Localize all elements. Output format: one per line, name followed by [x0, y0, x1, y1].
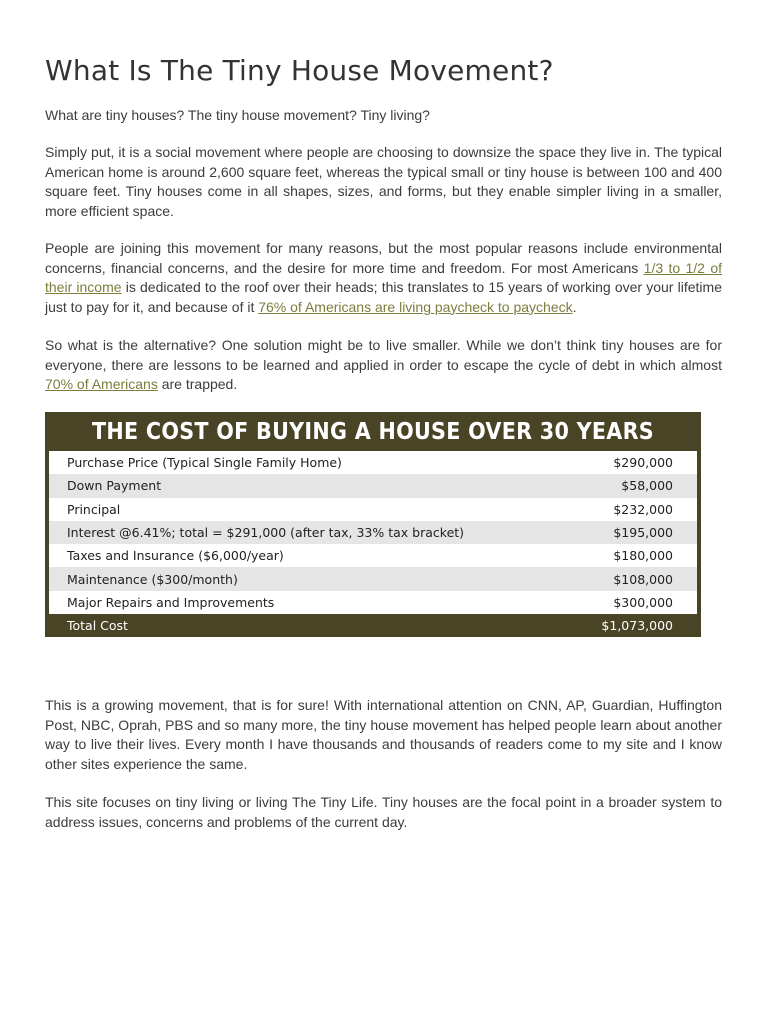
- cost-item-label: Principal: [67, 501, 121, 517]
- house-cost-table: [45, 412, 701, 637]
- cost-item-amount: $300,000: [613, 594, 673, 610]
- reasons-text-start: People are joining this movement for many reasons, but the most popular reasons include environmental concerns, financial concerns, and the desire for more time and freedom. For most Americans: [45, 240, 722, 276]
- alternative-text-end: are trapped.: [157, 376, 238, 393]
- debt-statistic-link[interactable]: 70% of Americans: [45, 376, 158, 393]
- cost-item-amount: $232,000: [613, 501, 673, 517]
- reasons-text-middle: is dedicated to the roof over their heads; this translates to 15 years of working over your lifetime just to pay for it, and because of it: [45, 279, 722, 315]
- cost-table-rows: [49, 451, 697, 614]
- cost-item-label: Taxes and Insurance ($6,000/year): [67, 548, 284, 564]
- cost-item-label: Maintenance ($300/month): [67, 571, 238, 587]
- table-row: [49, 451, 697, 474]
- cost-table-title: THE COST OF BUYING A HOUSE OVER 30 YEARS: [92, 419, 654, 445]
- cost-item-label: Major Repairs and Improvements: [67, 594, 275, 610]
- site-focus-paragraph: This site focuses on tiny living or living The Tiny Life. Tiny houses are the focal point in a broader system to address issues, concerns and problems of the current day.: [45, 794, 722, 830]
- table-row: [49, 498, 697, 521]
- cost-item-amount: $290,000: [613, 455, 673, 471]
- paycheck-link[interactable]: 76% of Americans are living paycheck to paycheck: [258, 298, 573, 315]
- income-share-link[interactable]: 1/3 to 1/2 of their income: [45, 259, 722, 296]
- total-cost-label: Total Cost: [67, 618, 128, 633]
- reasons-text-end: .: [572, 298, 577, 315]
- cost-item-amount: $108,000: [613, 571, 673, 587]
- page-title: What Is The Tiny House Movement?: [45, 54, 554, 87]
- alternative-text-start: So what is the alternative? One solution might be to live smaller. While we don’t think tiny houses are for everyone, there are lessons to be learned and applied in order to escape the cycle of debt in which almost: [45, 337, 722, 373]
- definition-paragraph: Simply put, it is a social movement where people are choosing to downsize the space they live in. The typical American home is around 2,600 square feet, whereas the typical small or tiny house is between 100 and 400 square feet. Tiny houses come in all shapes, sizes, and forms, but they enable simpler living in a smaller, more efficient space.: [45, 144, 722, 219]
- table-row: [49, 474, 697, 497]
- cost-item-amount: $58,000: [621, 478, 673, 494]
- cost-item-label: Purchase Price (Typical Single Family Home): [67, 455, 342, 471]
- table-row: [49, 567, 697, 590]
- cost-table-total-row: [49, 614, 697, 637]
- cost-item-amount: $195,000: [613, 525, 673, 541]
- cost-item-label: Interest @6.41%; total = $291,000 (after tax, 33% tax bracket): [67, 525, 465, 541]
- alternative-paragraph: [45, 336, 722, 395]
- table-row: [49, 544, 697, 567]
- table-row: [49, 521, 697, 544]
- cost-item-label: Down Payment: [67, 478, 162, 494]
- reasons-paragraph: [45, 239, 722, 317]
- growth-paragraph: This is a growing movement, that is for sure! With international attention on CNN, AP, Guardian, Huffington Post, NBC, Oprah, PBS and so many more, the tiny house movement has helped people learn about another way to live their lives. Every month I have thousands and thousands of readers come to my site and I know other sites experience the same.: [45, 697, 722, 772]
- total-cost-amount: $1,073,000: [601, 618, 673, 633]
- table-row: [49, 591, 697, 614]
- intro-paragraph: What are tiny houses? The tiny house movement? Tiny living?: [45, 107, 430, 123]
- cost-item-amount: $180,000: [613, 548, 673, 564]
